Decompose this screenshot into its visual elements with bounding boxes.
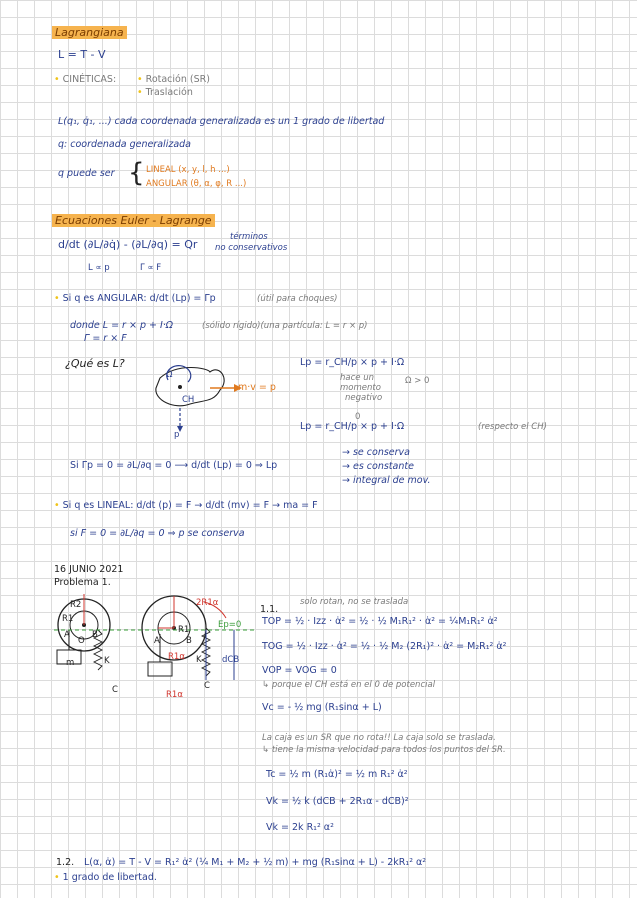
- angular-case-line: • Si q es ANGULAR: d/dt (Lp) = Γp: [54, 293, 216, 304]
- underbrace-label-2: Γ ∝ F: [140, 263, 162, 273]
- TC-equation: Tc = ½ m (R₁α̇)² = ½ m R₁² α̇²: [266, 769, 408, 780]
- fig-label-B: B: [92, 630, 98, 640]
- subproblem-1-1-note: solo rotan, no se traslada: [300, 597, 409, 607]
- lagrangian-equation: L = T - V: [58, 48, 106, 61]
- brace-icon: {: [128, 158, 145, 188]
- fig-label-Ab: A: [154, 636, 160, 646]
- angular-case-note: (útil para choques): [257, 294, 338, 304]
- TOP-equation: TOP = ½ · Izz · α̇² = ½ · ½ M₁R₁² · α̇² = ¼M₁R₁² α̇²: [262, 616, 498, 627]
- fig-label-R1alpha: R1α: [168, 652, 185, 662]
- euler-lagrange-equation: d/dt (∂L/∂q̇) - (∂L/∂q) = Qr: [58, 238, 198, 251]
- point-p-label: p: [174, 430, 180, 440]
- Lp-note-momento: momento: [340, 383, 381, 393]
- torque-definition: Γ = r × F: [84, 333, 127, 344]
- omega-label: Ω: [166, 370, 173, 380]
- momentum-conservation-line: si F = 0 = ∂L/∂q = 0 ⇒ p se conserva: [70, 528, 245, 539]
- Lp-equation-2-note: (respecto el CH): [478, 422, 547, 432]
- center-of-mass-label: CH: [182, 395, 195, 405]
- cineticas-item-rotacion: • Rotación (SR): [137, 74, 210, 85]
- VK-equation: Vk = ½ k (dCB + 2R₁α - dCB)²: [266, 796, 409, 807]
- conservation-result-1: → se conserva: [342, 447, 410, 458]
- box-note-1: La caja es un SR que no rota!! La caja solo se traslada.: [262, 733, 496, 743]
- conservation-result-2: → es constante: [342, 461, 414, 472]
- fig-label-R1: R1: [62, 614, 74, 624]
- section-title-euler-lagrange: Ecuaciones Euler - Lagrange: [52, 214, 215, 227]
- fig-label-R1alpha-b: R1α: [166, 690, 183, 700]
- fig-label-C: C: [112, 685, 118, 695]
- fig-label-m: m: [66, 658, 75, 668]
- lineal-case-line: • Si q es LINEAL: d/dt (p) = F → d/dt (mv) = F → ma = F: [54, 500, 318, 511]
- bullet-icon: •: [54, 74, 60, 85]
- lagrangian-function-line: L(q₁, q̇₁, ...) cada coordenada generalizada es un 1 grado de libertad: [58, 116, 385, 127]
- fig-label-ep0: Ep=0: [218, 620, 242, 630]
- fig-label-O: O: [78, 636, 85, 646]
- VC-equation: Vc = - ½ mg (R₁sinα + L): [262, 702, 382, 713]
- Lp-note-negativo: negativo: [345, 393, 383, 403]
- conservation-condition: Si Γp = 0 = ∂L/∂q = 0 ⟶ d/dt (Lp) = 0 ⇒ Lp: [70, 460, 278, 471]
- VK-equation-2: Vk = 2k R₁² α²: [266, 822, 334, 833]
- section-title-lagrangiana: Lagrangiana: [52, 26, 127, 39]
- TOG-equation: TOG = ½ · Izz · α̇² = ½ · ½ M₂ (2R₁)² · α̇² = M₂R₁² α̇²: [262, 641, 507, 652]
- fig-label-2R1alpha: 2R1α: [196, 598, 219, 608]
- Lp-equation-1: Lp = r_CH/p × p + I·Ω: [300, 357, 405, 368]
- cineticas-row: • CINÉTICAS:: [54, 74, 117, 85]
- underbrace-label-1: L ∝ p: [88, 263, 110, 273]
- fig-label-R2: R2: [70, 600, 82, 610]
- qr-note-2: no conservativos: [215, 243, 288, 253]
- fig-label-dCB: dCB: [222, 655, 240, 665]
- VOP-equation: VOP = VOG = 0: [262, 665, 337, 676]
- cineticas-item-traslacion: • Traslación: [137, 87, 193, 98]
- box-note-2: ↳ tiene la misma velocidad para todos los puntos del SR.: [262, 745, 506, 755]
- subproblem-1-1: 1.1.: [260, 604, 279, 615]
- donde-line: donde L = r × p + I·Ω: [70, 320, 174, 331]
- qr-note-1: términos: [230, 232, 268, 242]
- fig-label-Cb: C: [204, 681, 210, 691]
- que-es-L: ¿Qué es L?: [65, 357, 125, 370]
- Lp-note-hace-un: hace un: [340, 373, 374, 383]
- Lp-zero-mark: 0: [355, 412, 361, 422]
- lagrangian-result: L(α, α̇) = T - V = R₁² α̇² (¼ M₁ + M₂ + ½ m) + mg (R₁sinα + L) - 2kR₁² α²: [84, 857, 427, 868]
- donde-note: (sólido rígido)(una partícula: L = r × p): [202, 321, 368, 331]
- fig-label-A: A: [64, 630, 70, 640]
- lineal-option: LINEAL (x, y, l, h ...): [146, 165, 230, 175]
- fig-label-Bb: B: [186, 636, 192, 646]
- angular-option: ANGULAR (θ, α, φ, R ...): [146, 179, 247, 189]
- q-definition: q: coordenada generalizada: [58, 139, 191, 150]
- omega-positive-note: Ω > 0: [405, 376, 430, 386]
- conservation-result-3: → integral de mov.: [342, 475, 431, 486]
- degrees-of-freedom: • 1 grado de libertad.: [54, 872, 157, 883]
- date-label: 16 JUNIO 2021: [54, 564, 124, 575]
- problem-title: Problema 1.: [54, 577, 111, 588]
- Lp-equation-2: Lp = r_CH/p × p + I·Ω: [300, 421, 405, 432]
- fig-label-K: K: [104, 656, 110, 666]
- fig-label-Kb: K: [196, 655, 202, 665]
- q-puede-ser: q puede ser: [58, 168, 115, 179]
- VOP-note: ↳ porque el CH está en el 0 de potencial: [262, 680, 436, 690]
- subproblem-1-2: 1.2.: [56, 857, 75, 868]
- fig-label-R1b: R1: [178, 625, 190, 635]
- momentum-label: m·v = p: [238, 382, 276, 393]
